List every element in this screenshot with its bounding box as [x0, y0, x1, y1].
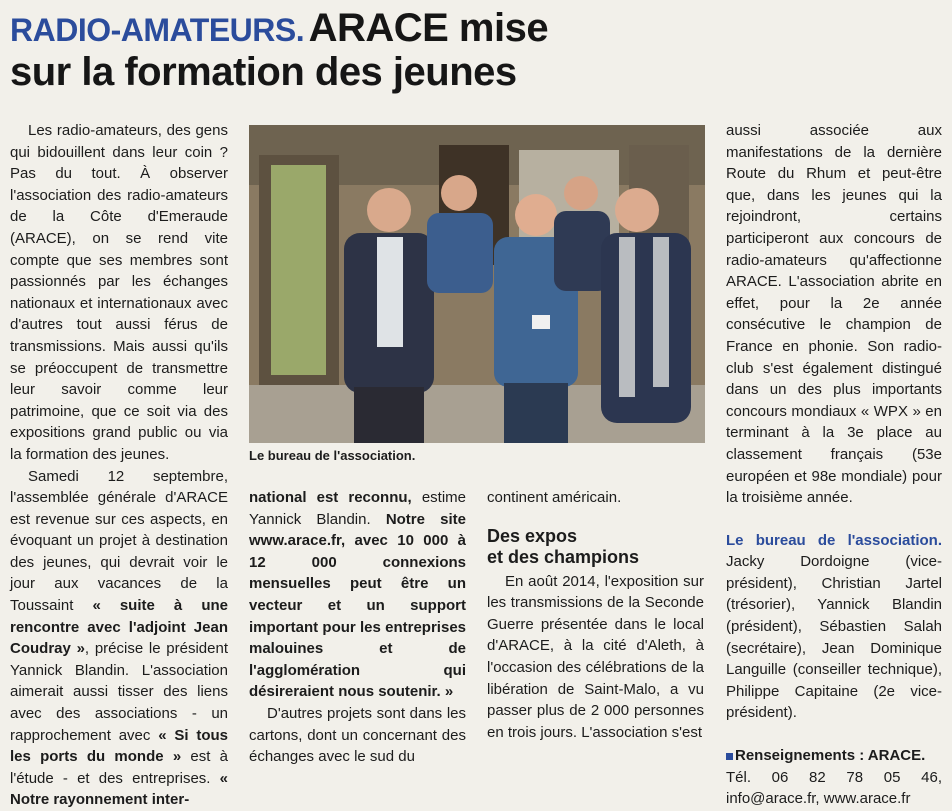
photo-caption: Le bureau de l'association.: [249, 448, 415, 463]
headline-title-part2: sur la formation des jeunes: [10, 52, 940, 92]
info-contact: Tél. 06 82 78 05 46, info@arace.fr, www.arace.fr: [726, 767, 942, 810]
article-column-1: [10, 120, 228, 811]
bureau-label: Le bureau de l'association.: [726, 532, 942, 549]
headline: [10, 8, 940, 92]
paragraph-continent: continent américain.: [487, 487, 704, 509]
paragraph-intro: Les radio-amateurs, des gens qui bidouillent dans leur coin ? Pas du tout. À observer l'association des radio-amateurs de la Côte d'Emeraude (ARACE), on se rend vite compte que ses membres sont passionnés par les échanges nationaux et internationaux avec d'autres tout aussi férus de transmissions. Mais aussi qu'ils se préoccupent de transmettre leur savoir comme leur patrimoine, que ce soit via des expositions grand public ou via la formation des jeunes.: [10, 120, 228, 466]
group-photo-image: [249, 125, 705, 443]
headline-kicker: RADIO-AMATEURS.: [10, 12, 304, 48]
bullet-square-icon: [726, 753, 733, 760]
photo-bureau: [249, 125, 705, 443]
section-subhead: Des expos et des champions: [487, 526, 704, 568]
paragraph-projects: D'autres projets sont dans les cartons, dont un concernant des échanges avec le sud du: [249, 703, 466, 768]
article-column-2: [249, 487, 466, 768]
paragraph-exposition: En août 2014, l'exposition sur les transmissions de la Seconde Guerre présentée dans le local d'ARACE, à la cité d'Aleth, à l'occasion des célébrations de la libération de Saint-Malo, a vu passer plus de 2 000 personnes en trois jours. L'association s'est: [487, 571, 704, 744]
paragraph-champions: aussi associée aux manifestations de la dernière Route du Rhum et peut-être que, dans les jeunes qui la rejoindront, certains participeront aux concours de radio-amateurs qu'affectionne ARACE. L'association abrite en effet, pour la 2e année consécutive le champion de France en phonie. Son radio-club s'est également distingué dans un des plus importants concours mondiaux « WPX » en terminant à la 3e place au classement français (53e européen et 98e mondiale) pour la troisième année.: [726, 120, 942, 509]
article-column-3: [487, 487, 704, 743]
info-box: Renseignements : ARACE.: [726, 745, 942, 767]
paragraph-rayonnement: national est reconnu, estime Yannick Blandin. Notre site www.arace.fr, avec 10 000 à 12 000 connexions mensuelles peut être un vecteur et un support important pour les entreprises malouines et de l'agglomération qui désireraient nous soutenir. »: [249, 487, 466, 703]
article-column-4: [726, 120, 942, 810]
paragraph-assembly: Samedi 12 septembre, l'assemblée générale d'ARACE est revenue sur ces aspects, en évoquant un projet à destination des jeunes, qui devrait voir le jour aux vacances de la Toussaint « suite à une rencontre avec l'adjoint Jean Coudray », précise le président Yannick Blandin. L'association aimerait aussi tisser des liens avec des associations - un rapprochement avec « Si tous les ports du monde » est à l'étude - et des entreprises. « Notre rayonnement inter-: [10, 466, 228, 811]
headline-title-part1: ARACE mise: [309, 6, 549, 50]
bureau-members: Le bureau de l'association. Jacky Dordoigne (vice-président), Christian Jartel (trésorier), Yannick Blandin (président), Sébastien Salah (secrétaire), Jean Dominique Languille (conseiller technique), Philippe Capitaine (2e vice-président).: [726, 530, 942, 724]
